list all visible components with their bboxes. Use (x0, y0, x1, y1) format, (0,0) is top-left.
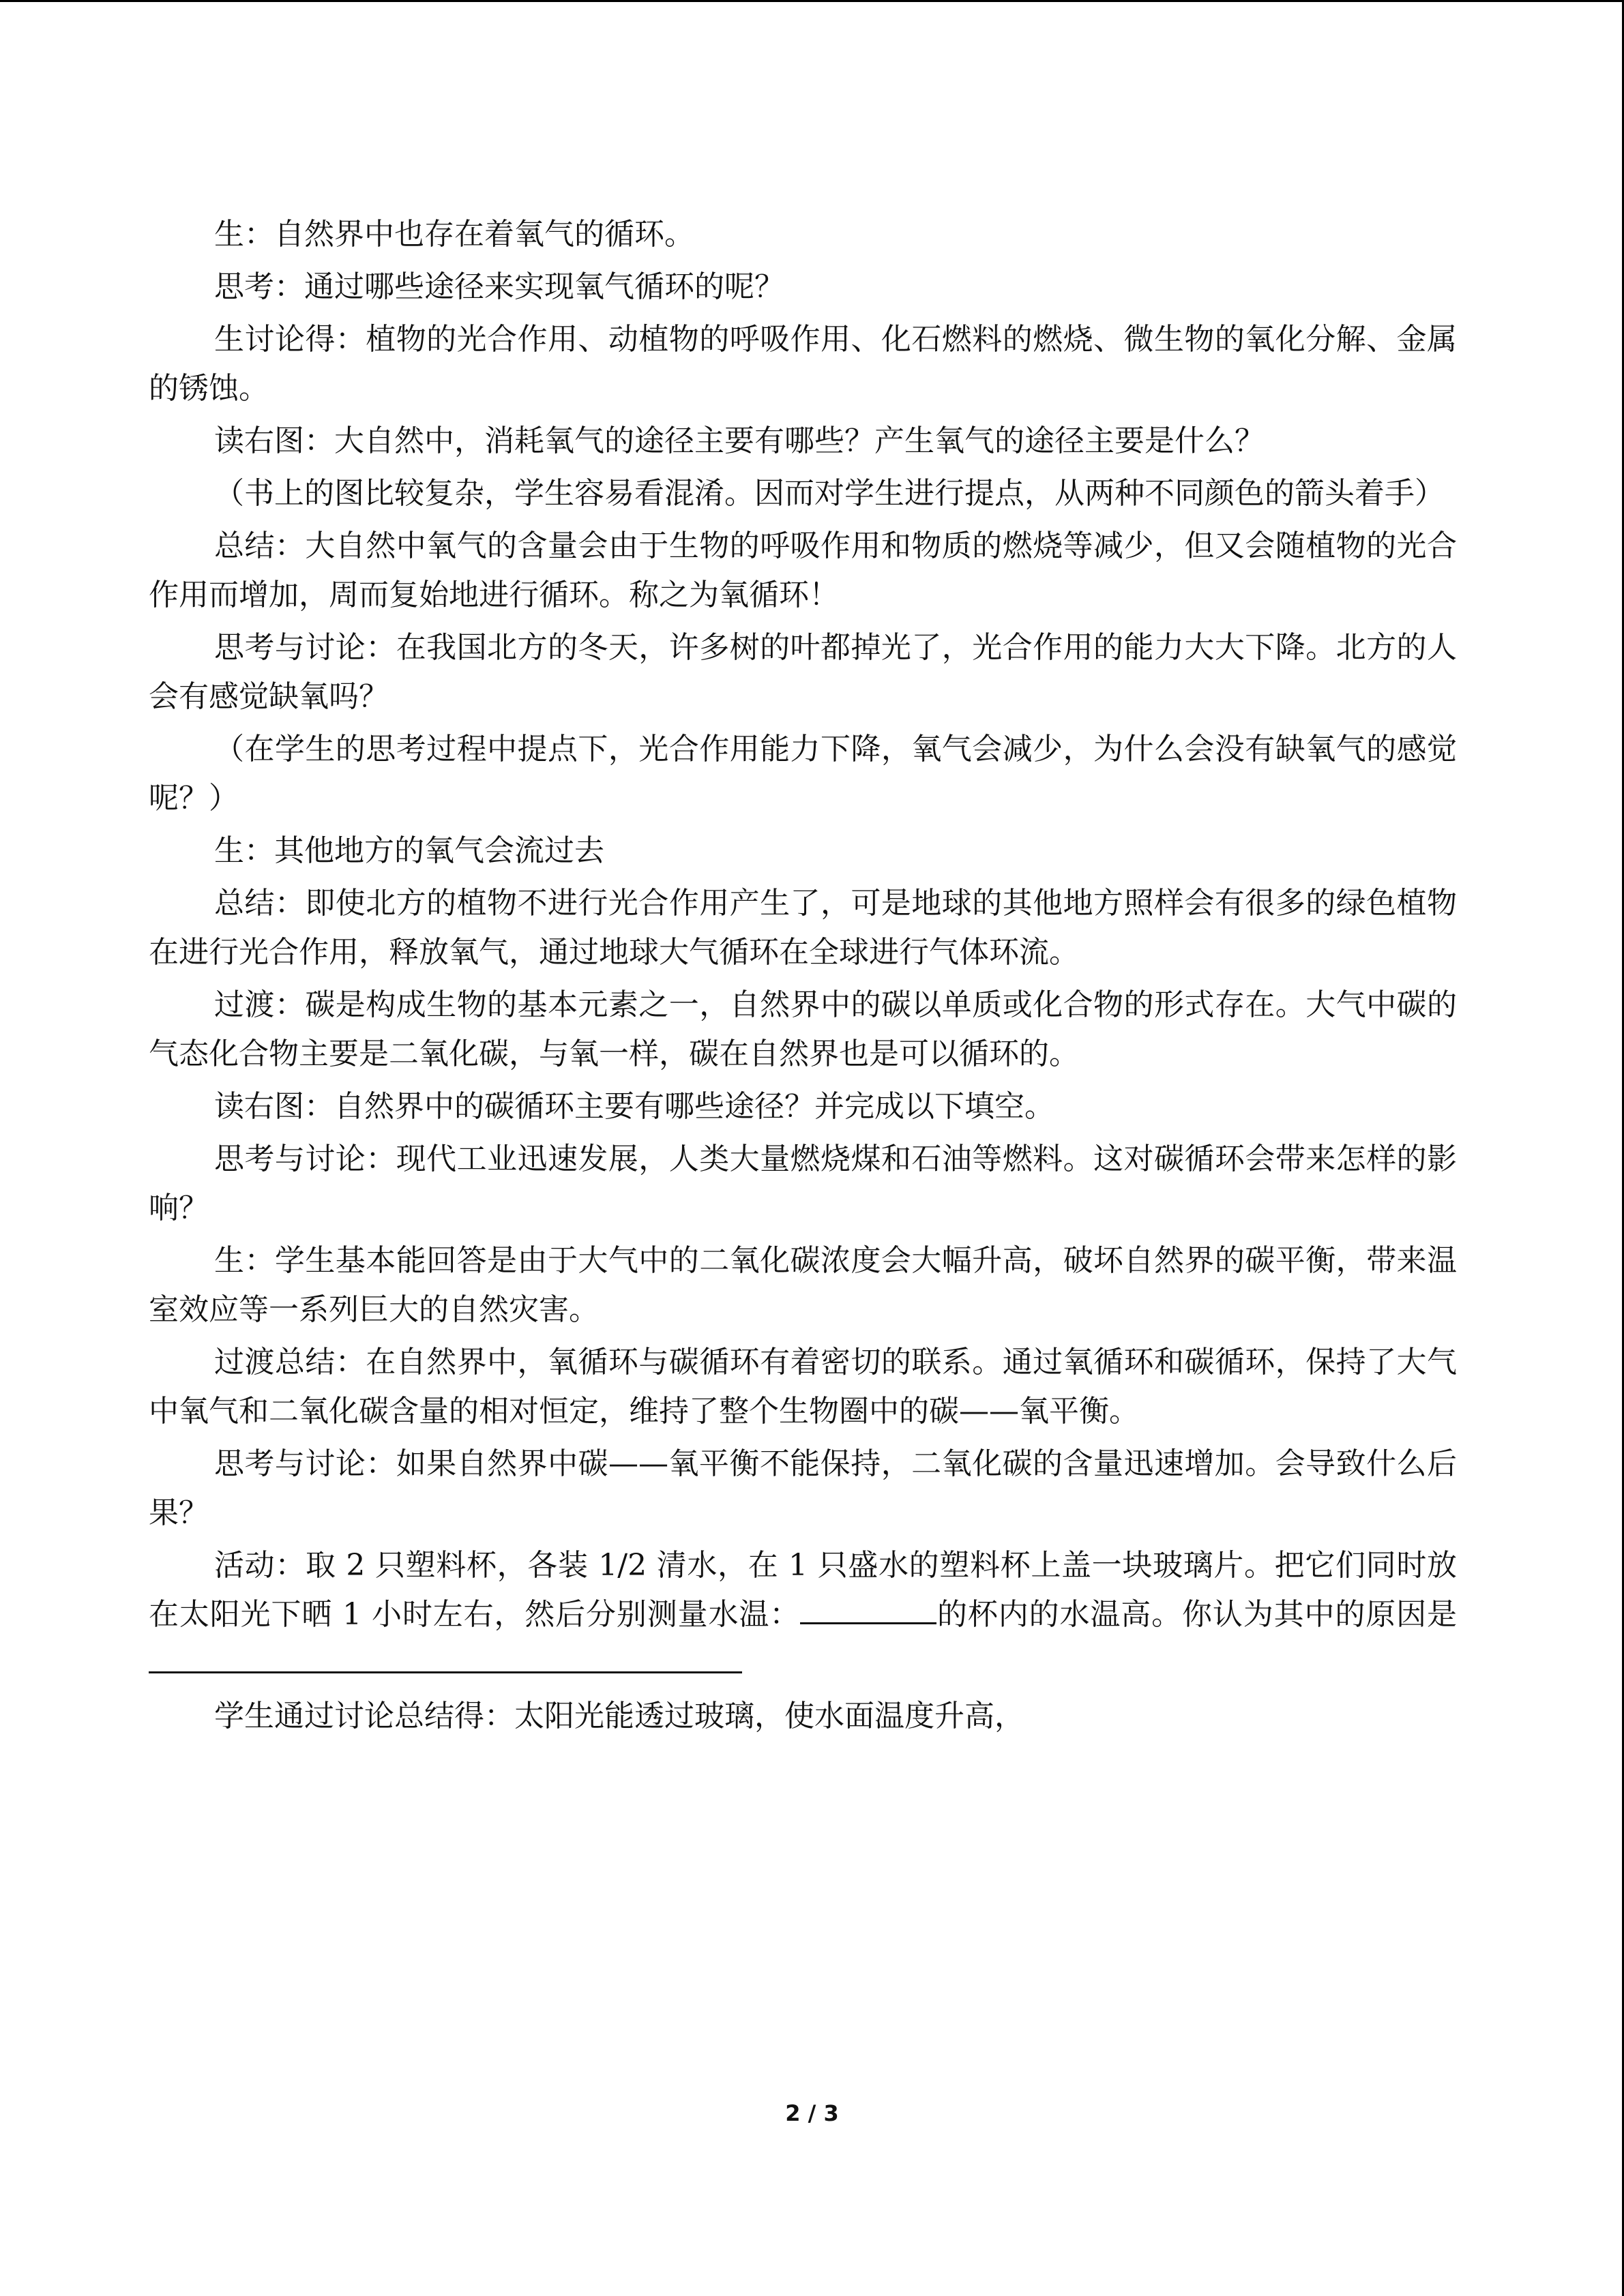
fill-in-blank-long[interactable] (149, 1640, 742, 1673)
activity-text-part1: 活动：取 2 只塑料杯，各装 1/2 清水，在 1 只盛水的塑料杯上盖一块玻璃片。把它们同时放在太阳光下晒 1 小时左右，然后分别测量水温： (149, 1548, 1457, 1632)
paragraph: 思考与讨论：在我国北方的冬天，许多树的叶都掉光了，光合作用的能力大大下降。北方的人会有感觉缺氧吗？ (149, 630, 1457, 714)
paragraph: 生：自然界中也存在着氧气的循环。 (214, 217, 694, 252)
paragraph: （书上的图比较复杂，学生容易看混淆。因而对学生进行提点，从两种不同颜色的箭头着手） (214, 476, 1445, 511)
paragraph: 读右图：自然界中的碳循环主要有哪些途径？并完成以下填空。 (214, 1089, 1054, 1124)
paragraph: 总结：大自然中氧气的含量会由于生物的呼吸作用和物质的燃烧等减少，但又会随植物的光合作用而增加，周而复始地进行循环。称之为氧循环！ (149, 528, 1457, 612)
paragraph: 过渡：碳是构成生物的基本元素之一，自然界中的碳以单质或化合物的形式存在。大气中碳的气态化合物主要是二氧化碳，与氧一样，碳在自然界也是可以循环的。 (149, 987, 1457, 1071)
paragraph: 生：其他地方的氧气会流过去 (214, 833, 604, 868)
activity-text-part2: 的杯内的水温高。你认为其中的原因是 (936, 1597, 1458, 1632)
paragraph: 思考与讨论：现代工业迅速发展，人类大量燃烧煤和石油等燃料。这对碳循环会带来怎样的影响？ (149, 1142, 1457, 1225)
paragraph: 思考：通过哪些途径来实现氧气循环的呢？ (214, 269, 784, 304)
paragraph: （在学生的思考过程中提点下，光合作用能力下降，氧气会减少，为什么会没有缺氧气的感觉呢？） (149, 732, 1457, 816)
page-top-border (0, 0, 1624, 2)
paragraph: 生讨论得：植物的光合作用、动植物的呼吸作用、化石燃料的燃烧、微生物的氧化分解、金属的锈蚀。 (149, 322, 1457, 406)
page-number: 2 / 3 (785, 2100, 839, 2126)
paragraph: 总结：即使北方的植物不进行光合作用产生了，可是地球的其他地方照样会有很多的绿色植物在进行光合作用，释放氧气，通过地球大气循环在全球进行气体环流。 (149, 886, 1457, 970)
paragraph: 思考与讨论：如果自然界中碳——氧平衡不能保持，二氧化碳的含量迅速增加。会导致什么后果？ (149, 1446, 1457, 1530)
paragraph: 过渡总结：在自然界中，氧循环与碳循环有着密切的联系。通过氧循环和碳循环，保持了大气中氧气和二氧化碳含量的相对恒定，维持了整个生物圈中的碳——氧平衡。 (149, 1345, 1457, 1429)
paragraph: 读右图：大自然中，消耗氧气的途径主要有哪些？产生氧气的途径主要是什么？ (214, 423, 1265, 458)
paragraph: 学生通过讨论总结得：太阳光能透过玻璃，使水面温度升高， (214, 1699, 1024, 1733)
activity-paragraph (149, 1541, 1457, 1688)
fill-in-blank-short[interactable] (800, 1591, 936, 1624)
document-body (149, 210, 1457, 1744)
paragraph: 生：学生基本能回答是由于大气中的二氧化碳浓度会大幅升高，破坏自然界的碳平衡，带来温室效应等一系列巨大的自然灾害。 (149, 1243, 1457, 1327)
